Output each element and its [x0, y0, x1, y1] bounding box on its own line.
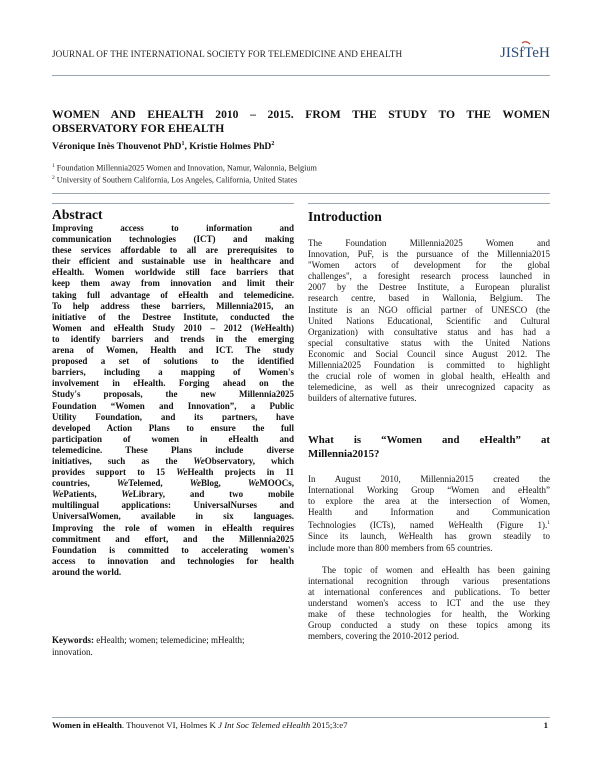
subsection-heading	[308, 434, 550, 461]
footer-divider	[52, 717, 550, 718]
abstract-heading: Abstract	[52, 207, 103, 222]
abstract-line: communication technologies (ICT) and making	[52, 234, 294, 245]
author-name: Véronique Inès Thouvenot PhD	[52, 141, 182, 153]
abstract-line: these services affordable to all are prerequisites to	[52, 245, 294, 256]
abstract-line: Foundation “Women and Innovation”, a Public	[52, 400, 294, 411]
intro-line: Institute is an NGO official partner of UNESCO (the	[308, 304, 550, 315]
abstract-line: Improving the role of women in eHealth requires	[52, 522, 294, 533]
journal-header: JOURNAL OF THE INTERNATIONAL SOCIETY FOR TELEMEDICINE AND EHEALTH	[52, 49, 403, 59]
abstract-line: initiative of the Destree Institute, conducted the	[52, 311, 294, 322]
author-affil-sup: 2	[271, 141, 275, 147]
introduction-paragraph	[308, 238, 550, 404]
keywords-value-cont: innovation.	[52, 646, 93, 657]
abstract-body	[52, 223, 294, 578]
affiliation	[52, 163, 317, 173]
abstract-line: access to innovation and technologies for health	[52, 555, 294, 566]
intro-line: The Foundation Millennia2025 Women and	[308, 238, 550, 248]
intro-line: research centre, based in Wallonia, Belgium. The	[308, 293, 550, 304]
header-divider	[52, 75, 550, 76]
abstract-line: telemedicine. These Plans include diverse	[52, 444, 294, 455]
article-title	[52, 108, 550, 135]
abstract-line: participation of women in eHealth and	[52, 433, 294, 444]
abstract-line: their efficient and sustainable use in healthcare and	[52, 256, 294, 267]
subheading-line: What is “Women and eHealth” at	[308, 434, 550, 446]
abstract-line: around the world.	[52, 566, 122, 577]
abstract-top-rule	[52, 203, 294, 204]
intro-line: Organization) with consultative status and has had a	[308, 326, 550, 337]
abstract-line: arena of Women, Health and ICT. The study	[52, 345, 294, 356]
affiliation-divider	[52, 193, 550, 194]
title-line: OBSERVATORY FOR EHEALTH	[52, 121, 225, 135]
abstract-line: countries, WeTelemed, WeBlog, WeMOOCs,	[52, 478, 294, 489]
footnote-marker: 1	[547, 520, 551, 527]
page-number: 1	[543, 720, 548, 730]
footer-issue: 2015;3:e7	[310, 720, 348, 730]
body-line: The topic of women and eHealth has been gaining	[322, 564, 550, 575]
abstract-line: To help address these barriers, Millennia2015, an	[52, 300, 294, 311]
keywords-value: eHealth; women; telemedicine; mHealth;	[94, 635, 245, 645]
abstract-line: proposed a set of solutions to the identified	[52, 356, 294, 367]
abstract-line: initiatives, such as the WeObservatory, which	[52, 455, 294, 466]
abstract-line: taking full advantage of eHealth and telemedicine.	[52, 289, 294, 300]
introduction-heading: Introduction	[308, 209, 382, 224]
abstract-line: Study's proposals, the new Millennia2025	[52, 389, 294, 400]
intro-line: the crucial role of women in global health, eHealth and	[308, 371, 550, 382]
intro-top-rule	[308, 203, 550, 204]
body-line: Health and Information and Communication	[308, 507, 550, 518]
intro-line: United Nations Educational, Scientific and Cultural	[308, 315, 550, 326]
affil-text: Foundation Millennia2025 Women and Innovation, Namur, Walonnia, Belgium	[56, 163, 317, 173]
subsection-paragraphs	[308, 474, 550, 642]
affiliation	[52, 175, 297, 185]
intro-line: challenges", a foresight research process launched in	[308, 271, 550, 282]
footer-citation	[52, 720, 348, 730]
author-list	[52, 141, 274, 152]
abstract-line: Women and eHealth Study 2010 – 2012 (WeHealth)	[52, 322, 294, 333]
abstract-line: eHealth. Women worldwide still face barriers that	[52, 267, 294, 278]
affil-marker: 2	[52, 175, 55, 181]
footer-authors: . Thouvenot VI, Holmes K	[121, 720, 219, 730]
body-line: make of these technologies for health, the Working	[308, 609, 550, 620]
abstract-line: keep them away from innovation and limit their	[52, 278, 294, 289]
intro-line: Economic and Social Council since August 2012. The	[308, 348, 550, 359]
intro-line: Millennia2025 Foundation is committed to highlight	[308, 360, 550, 371]
body-line: include more than 800 members from 65 countries.	[308, 542, 493, 553]
body-line: International Working Group “Women and eHealth”	[308, 485, 550, 496]
intro-line: 2007 by the Destree Institute, a European pluralist	[308, 282, 550, 293]
body-line: In August 2010, Millennia2015 created the	[308, 474, 550, 484]
intro-line: builders of alternative futures.	[308, 393, 417, 404]
abstract-line: WePatients, WeLibrary, and two mobile	[52, 489, 294, 500]
body-line: Technologies (ICTs), named WeHealth (Figure 1).$^1$	[308, 520, 551, 531]
footer-journal: J Int Soc Telemed eHealth	[218, 720, 311, 730]
body-line: Group conducted a study on these topics among its	[308, 620, 550, 631]
body-line: members, covering the 2010-2012 period.	[308, 631, 459, 642]
keywords-label: Keywords:	[52, 635, 94, 645]
body-line: understand women's access to ICT and the use they	[308, 597, 550, 608]
author-name: Kristie Holmes PhD	[189, 141, 272, 153]
abstract-line: provides support to 15 WeHealth projects in 11	[52, 467, 294, 478]
abstract-line: Foundation is committed to accelerating women's	[52, 544, 294, 555]
affil-text: University of Southern California, Los Angeles, California, United States	[56, 175, 298, 185]
keywords	[52, 635, 294, 658]
abstract-line: barriers, including a mapping of Women's	[52, 367, 294, 378]
abstract-line: developed Action Plans to ensure the full	[52, 422, 294, 433]
footer-short-title: Women in eHealth	[52, 720, 122, 730]
abstract-line: Improving access to information and	[52, 223, 294, 233]
body-line: at international conferences and publications. To better	[308, 586, 550, 597]
title-line: WOMEN AND EHEALTH 2010 – 2015. FROM THE STUDY TO THE WOMEN	[52, 108, 550, 121]
author-affil-sup: 1	[181, 141, 185, 147]
body-line: Since its launch, WeHealth has grown steadily to	[308, 531, 550, 542]
intro-line: special consultative status with the United Nations	[308, 337, 550, 348]
affil-marker: 1	[52, 163, 55, 169]
abstract-line: involvement in eHealth. Forging ahead on the	[52, 378, 294, 389]
intro-line: telemedicine, as well as their unrecognized capacity as	[308, 382, 550, 393]
journal-logo-text: JISfTeH	[500, 45, 550, 61]
abstract-line: UniversalWomen, available in six languages.	[52, 511, 294, 522]
intro-line: Innovation, PuF, is the pursuance of the Millennia2015	[308, 249, 550, 260]
abstract-line: to identify barriers and trends in the emerging	[52, 333, 294, 344]
abstract-line: commitment and effort, and the Millennia2025	[52, 533, 294, 544]
subheading-line: Millennia2015?	[308, 447, 380, 460]
journal-logo	[500, 40, 550, 62]
author-separator: ,	[184, 141, 190, 153]
body-line: international recognition through various presentations	[308, 575, 550, 586]
abstract-line: Utility Foundation, and its partners, have	[52, 411, 294, 422]
abstract-line: multilingual applications: UniversalNurses and	[52, 500, 294, 511]
intro-line: "Women actors of development for the global	[308, 260, 550, 271]
body-line: to explore the area at the intersection of Women,	[308, 496, 550, 507]
